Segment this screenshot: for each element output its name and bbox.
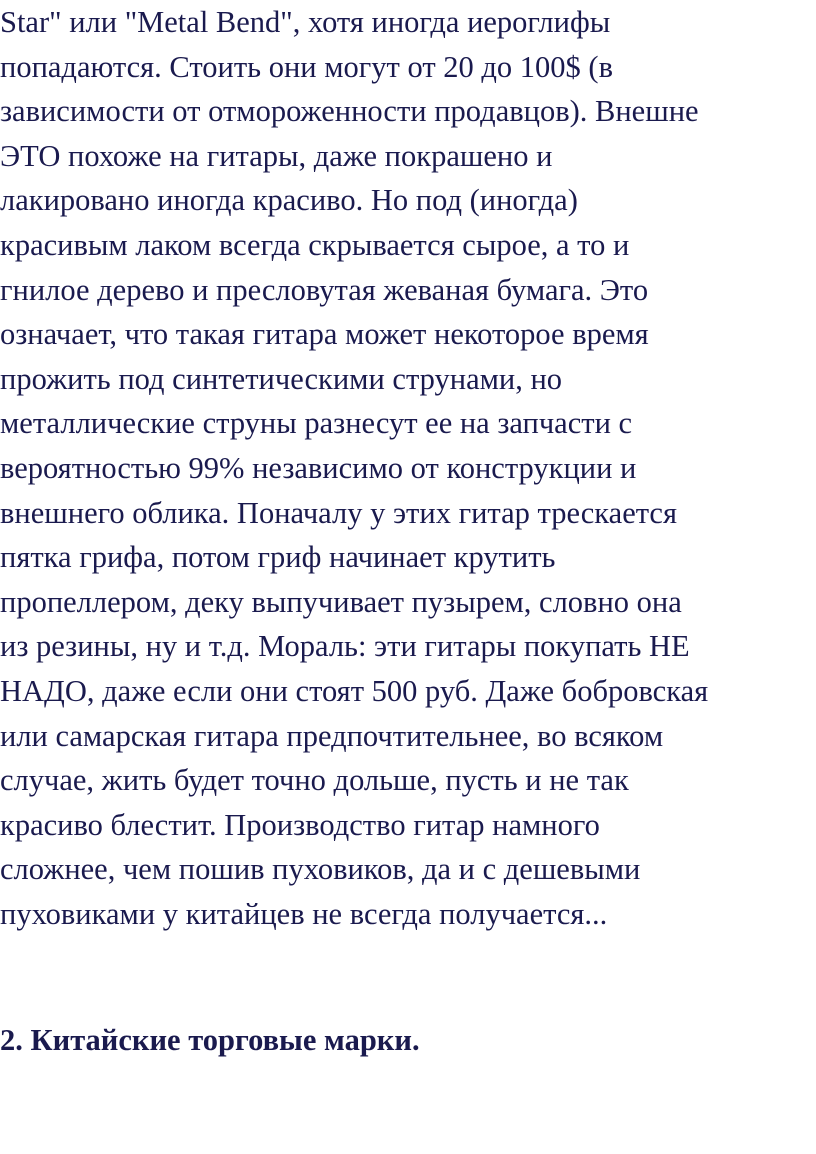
paragraph-line: или самарская гитара предпочтительнее, во всяком: [0, 718, 664, 753]
section-heading: 2. Китайские торговые марки.: [0, 1023, 420, 1057]
paragraph-line: металлические струны разнесут ее на запчасти с: [0, 406, 633, 441]
paragraph-line: означает, что такая гитара может некоторое время: [0, 317, 649, 352]
paragraph-line: вероятностью 99% независимо от конструкции и: [0, 450, 637, 485]
paragraph-line: красиво блестит. Производство гитар намного: [0, 807, 600, 842]
paragraph-line: гнилое дерево и пресловутая жеваная бумага. Это: [0, 272, 649, 307]
paragraph-line: пропеллером, деку выпучивает пузырем, словно она: [0, 584, 682, 619]
paragraph-line: внешнего облика. Поначалу у этих гитар трескается: [0, 495, 678, 530]
paragraph-line: пятка грифа, потом гриф начинает крутить: [0, 540, 556, 575]
paragraph-line: случае, жить будет точно дольше, пусть и не так: [0, 763, 629, 798]
paragraph-line: зависимости от отмороженности продавцов). Внешне: [0, 94, 699, 129]
paragraph-line: лакировано иногда красиво. Но под (иногда): [0, 183, 578, 218]
paragraph-line: прожить под синтетическими струнами, но: [0, 361, 563, 396]
paragraph-line: Star" или "Metal Bend", хотя иногда иероглифы: [0, 5, 611, 39]
paragraph-line: пуховиками у китайцев не всегда получается...: [0, 896, 608, 931]
paragraph-line: НАДО, даже если они стоят 500 руб. Даже бобровская: [0, 673, 709, 708]
paragraph-line: из резины, ну и т.д. Мораль: эти гитары покупать НЕ: [0, 629, 690, 664]
paragraph-line: красивым лаком всегда скрывается сырое, а то и: [0, 227, 630, 262]
paragraph-line: попадаются. Стоить они могут от 20 до 100$ (в: [0, 49, 613, 84]
paragraph-line: сложнее, чем пошив пуховиков, да и с дешевыми: [0, 852, 641, 887]
paragraph-line: ЭТО похоже на гитары, даже покрашено и: [0, 138, 553, 173]
